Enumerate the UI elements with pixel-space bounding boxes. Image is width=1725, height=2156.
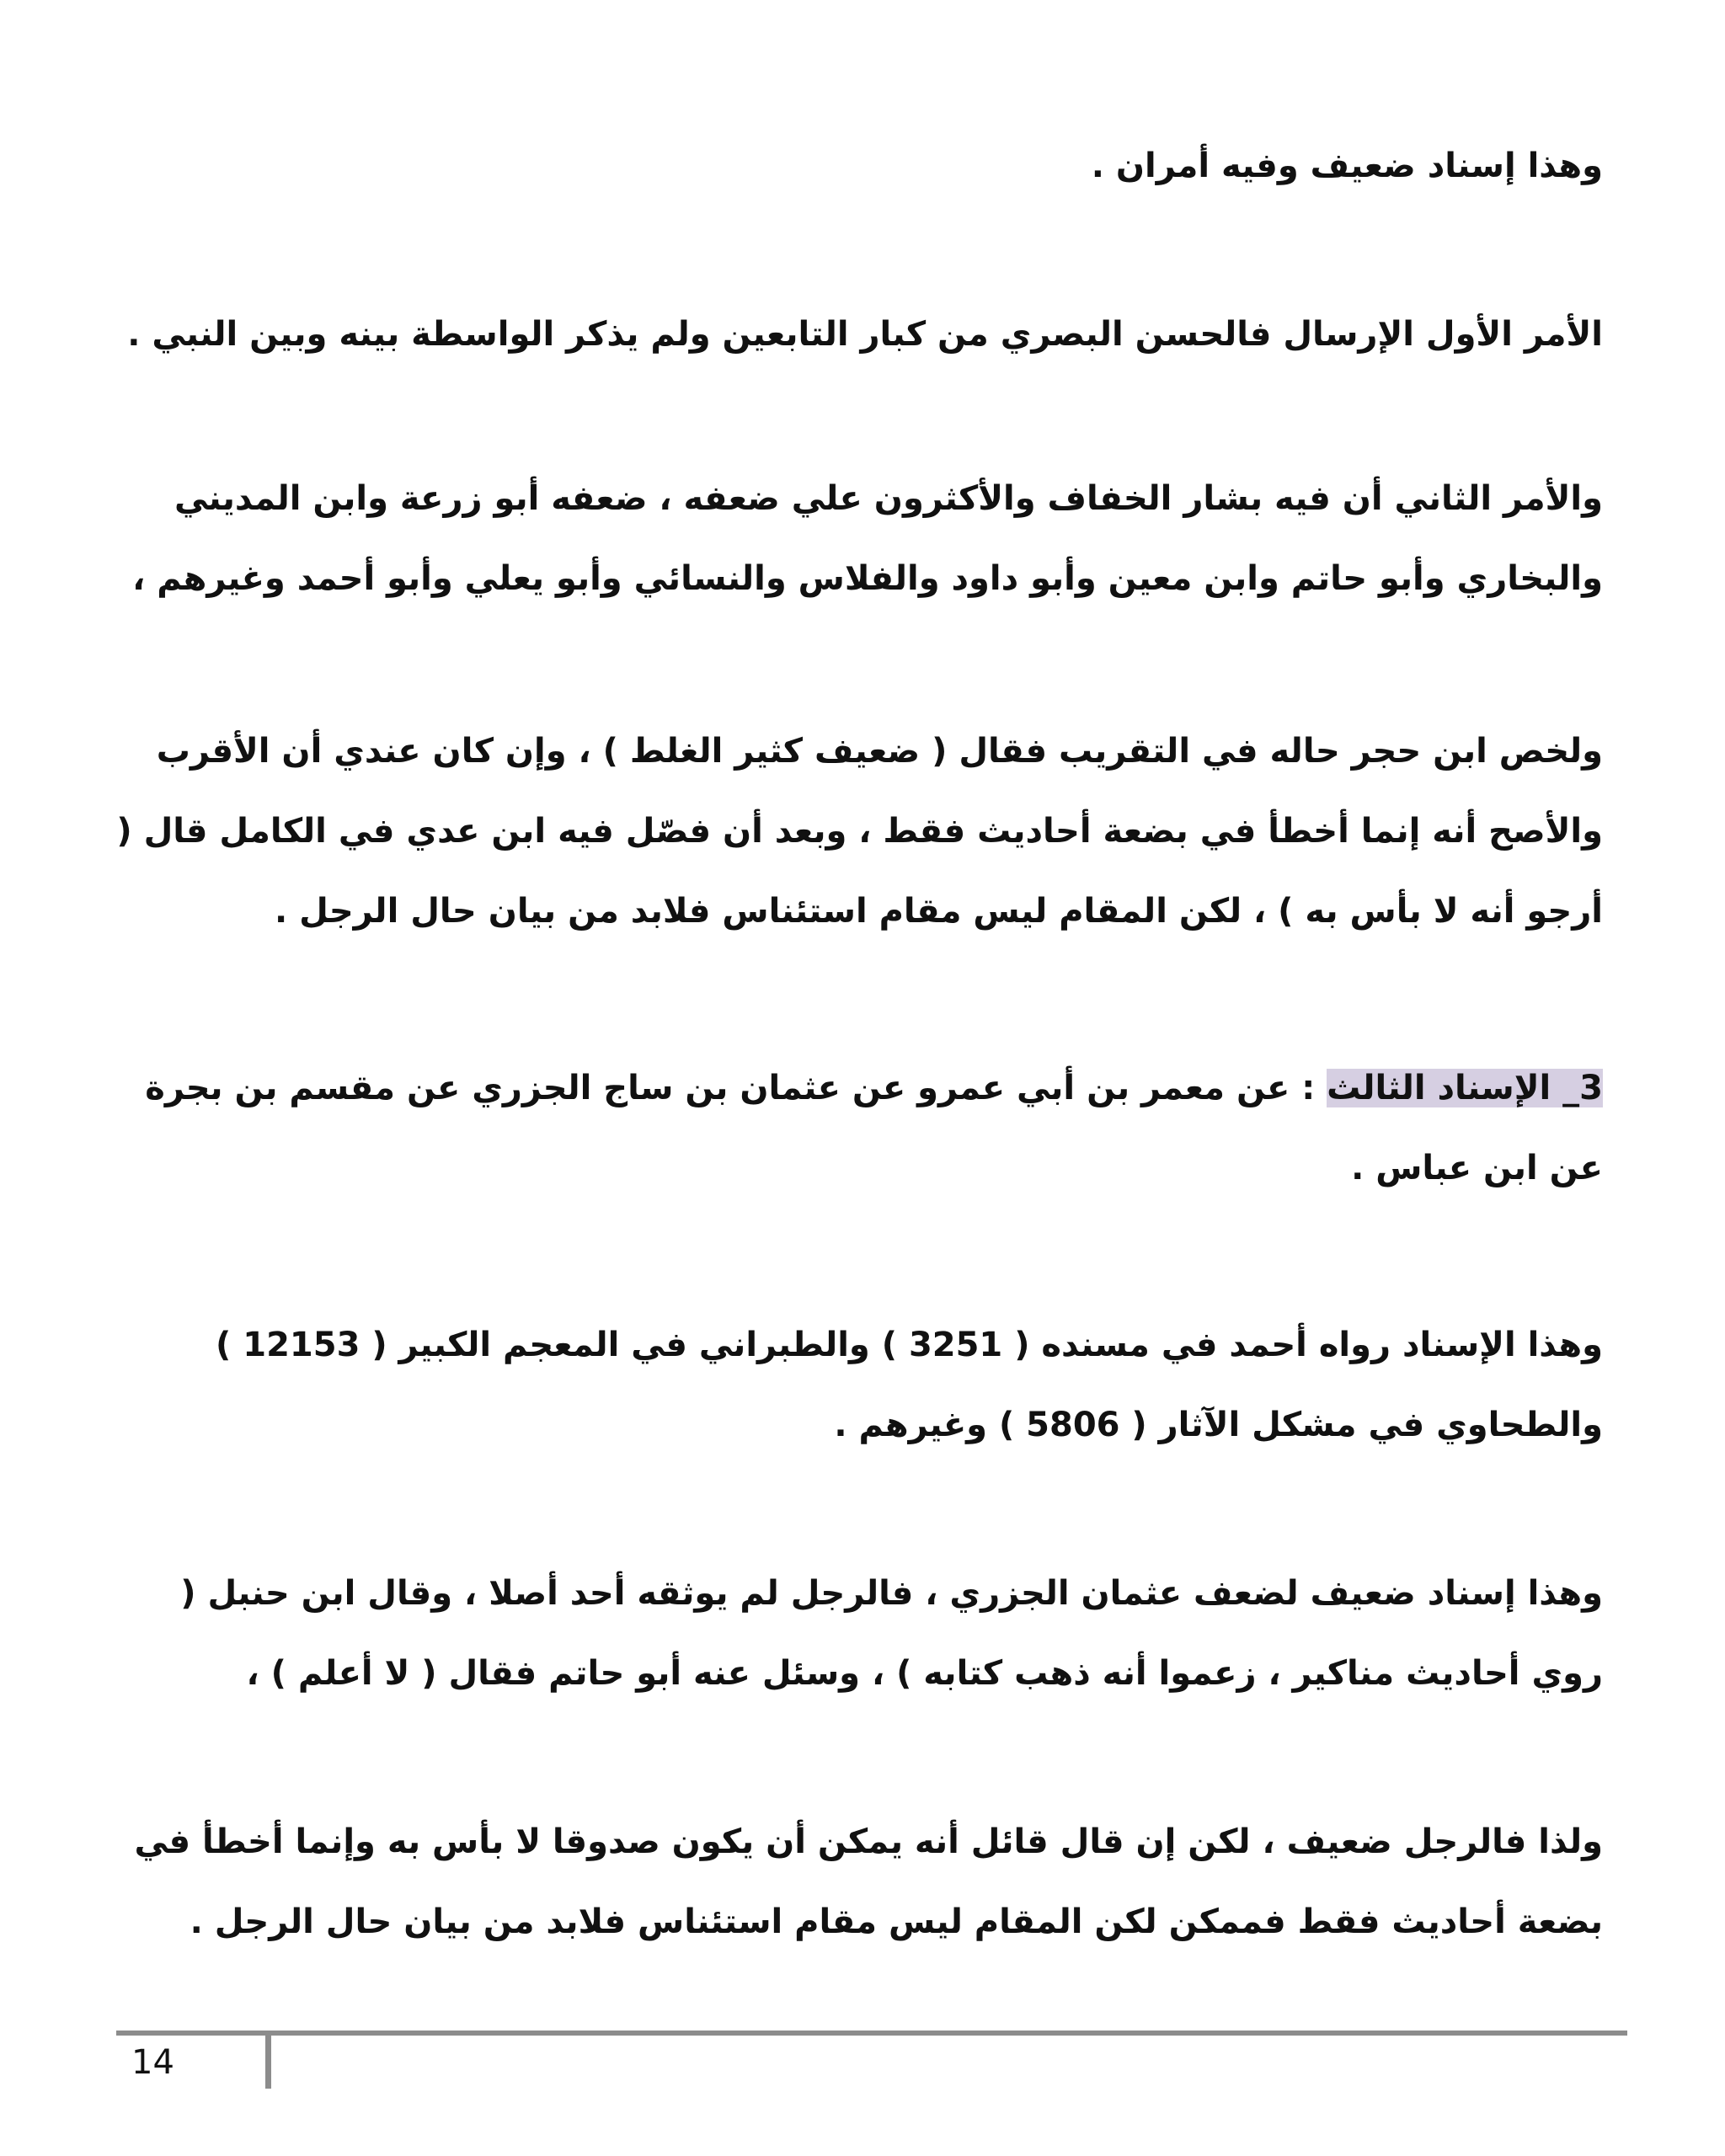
paragraph-3: والأمر الثاني أن فيه بشار الخفاف والأكثرون علي ضعفه ، ضعفه أبو زرعة وابن المديني والبخاري وأبو حاتم وابن معين وأبو داود والفلاس والنسائي وأبو يعلي وأبو أحمد وغيرهم ، xyxy=(132,479,1603,598)
paragraph-1: وهذا إسناد ضعيف وفيه أمران . xyxy=(1091,147,1603,185)
footer-tick-divider xyxy=(265,2036,271,2089)
footer-divider xyxy=(116,2031,1627,2036)
paragraph-5 xyxy=(104,1049,1603,1209)
section-heading-highlight: 3_ الإسناد الثالث xyxy=(1327,1069,1603,1107)
paragraph-7: وهذا إسناد ضعيف لضعف عثمان الجزري ، فالرجل لم يوثقه أحد أصلا ، وقال ابن حنبل ( روي أحاديث مناكير ، زعموا أنه ذهب كتابه ) ، وسئل عنه أبو حاتم فقال ( لا أعلم ) ، xyxy=(180,1574,1603,1693)
page-number: 14 xyxy=(131,2043,174,2082)
paragraph-2: الأمر الأول الإرسال فالحسن البصري من كبار التابعين ولم يذكر الواسطة بينه وبين النبي . xyxy=(127,315,1603,354)
paragraph-4: ولخص ابن حجر حاله في التقريب فقال ( ضعيف كثير الغلط ) ، وإن كان عندي أن الأقرب والأصح أنه إنما أخطأ في بضعة أحاديث فقط ، وبعد أن فصّل فيه ابن عدي في الكامل قال ( أرجو أنه لا بأس به ) ، لكن المقام ليس مقام استئناس فلابد من بيان حال الرجل . xyxy=(116,732,1603,931)
paragraph-5-text: : عن معمر بن أبي عمرو عن عثمان بن ساج الجزري عن مقسم بن بجرة عن ابن عباس . xyxy=(145,1069,1603,1187)
paragraph-8: ولذا فالرجل ضعيف ، لكن إن قال قائل أنه يمكن أن يكون صدوقا لا بأس به وإنما أخطأ في بضعة أحاديث فقط فممكن لكن المقام ليس مقام استئناس فلابد من بيان حال الرجل . xyxy=(134,1822,1603,1941)
paragraph-6: وهذا الإسناد رواه أحمد في مسنده ( 3251 ) والطبراني في المعجم الكبير ( 12153 ) والطحاوي في مشكل الآثار ( 5806 ) وغيرهم . xyxy=(216,1326,1603,1444)
